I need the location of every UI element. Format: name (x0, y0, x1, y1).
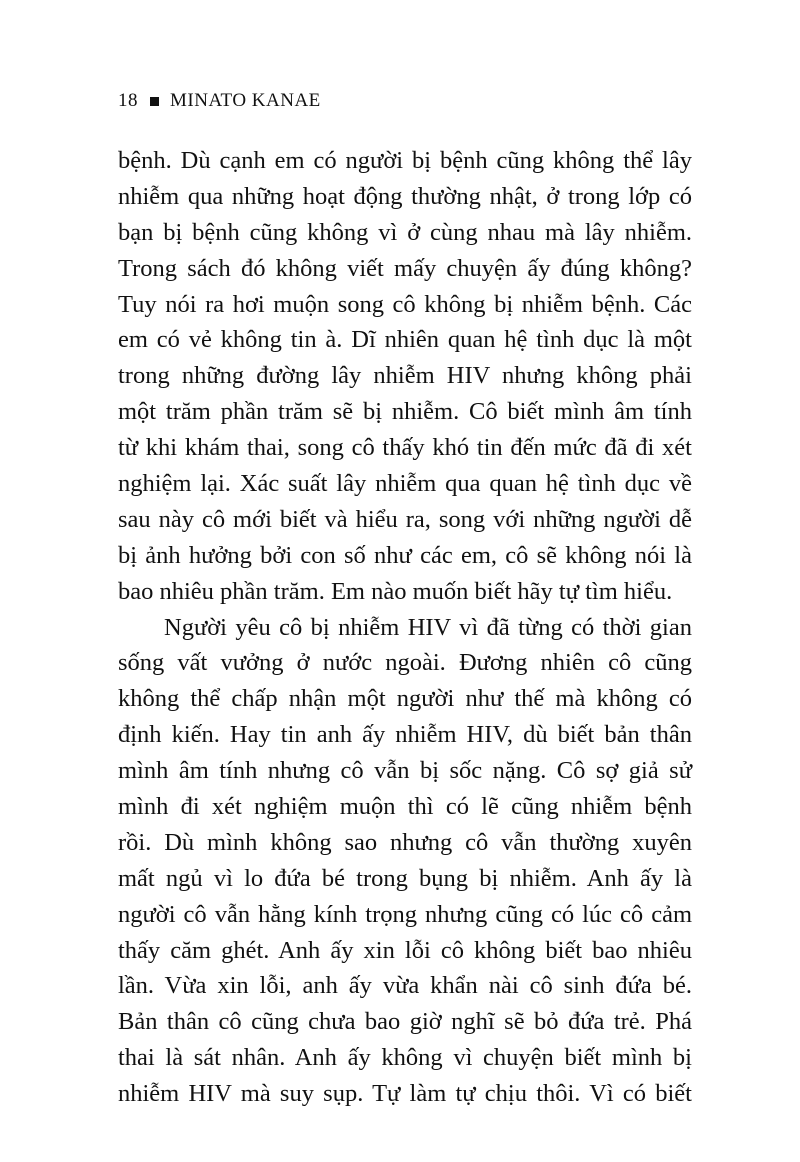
body-text (118, 143, 692, 1112)
text-line: bao nhiêu phần trăm. Em nào muốn biết hãy tự tìm hiểu. (118, 577, 673, 605)
text-line: thai là sát nhân. Anh ấy không vì chuyện biết mình bị (118, 1044, 692, 1072)
text-line: nghiệm lại. Xác suất lây nhiễm qua quan hệ tình dục về (118, 470, 692, 498)
paragraph-2 (118, 610, 692, 1112)
text-line: sống vất vưởng ở nước ngoài. Đương nhiên cô cũng (118, 649, 692, 677)
text-line: trong những đường lây nhiễm HIV nhưng không phải (118, 362, 692, 390)
text-line: người cô vẫn hằng kính trọng nhưng cũng có lúc cô cảm (118, 900, 692, 928)
text-line: mình đi xét nghiệm muộn thì có lẽ cũng nhiễm bệnh (118, 793, 692, 821)
running-header (118, 90, 321, 112)
text-line: định kiến. Hay tin anh ấy nhiễm HIV, dù biết bản thân (118, 721, 692, 749)
header-separator-square (150, 97, 159, 106)
text-line: nhiễm qua những hoạt động thường nhật, ở trong lớp có (118, 182, 692, 210)
text-line: một trăm phần trăm sẽ bị nhiễm. Cô biết mình âm tính (118, 398, 692, 426)
paragraph-1 (118, 143, 692, 610)
text-line: bệnh. Dù cạnh em có người bị bệnh cũng không thể lây (118, 147, 692, 174)
text-line: nhiễm HIV mà suy sụp. Tự làm tự chịu thôi. Vì có biết (118, 1080, 692, 1108)
author-name: MINATO KANAE (170, 90, 321, 111)
page-number: 18 (118, 90, 138, 111)
text-line: Bản thân cô cũng chưa bao giờ nghĩ sẽ bỏ đứa trẻ. Phá (118, 1008, 692, 1036)
text-line: Trong sách đó không viết mấy chuyện ấy đúng không? (118, 254, 692, 282)
text-line: mình âm tính nhưng cô vẫn bị sốc nặng. Cô sợ giả sử (118, 757, 692, 785)
text-line: không thể chấp nhận một người như thế mà không có (118, 685, 692, 713)
text-line: từ khi khám thai, song cô thấy khó tin đến mức đã đi xét (118, 434, 692, 462)
text-line: bị ảnh hưởng bởi con số như các em, cô sẽ không nói là (118, 541, 692, 569)
text-line: em có vẻ không tin à. Dĩ nhiên quan hệ tình dục là một (118, 326, 692, 354)
text-line: Người yêu cô bị nhiễm HIV vì đã từng có thời gian (164, 613, 692, 641)
text-line: mất ngủ vì lo đứa bé trong bụng bị nhiễm. Anh ấy là (118, 864, 692, 892)
text-line: bạn bị bệnh cũng không vì ở cùng nhau mà lây nhiễm. (118, 218, 692, 246)
text-line: lần. Vừa xin lỗi, anh ấy vừa khẩn nài cô sinh đứa bé. (118, 972, 692, 1000)
text-line: sau này cô mới biết và hiểu ra, song với những người dễ (118, 505, 692, 533)
text-line: thấy căm ghét. Anh ấy xin lỗi cô không biết bao nhiêu (118, 936, 692, 964)
text-line: Tuy nói ra hơi muộn song cô không bị nhiễm bệnh. Các (118, 290, 692, 318)
text-line: rồi. Dù mình không sao nhưng cô vẫn thường xuyên (118, 828, 692, 856)
